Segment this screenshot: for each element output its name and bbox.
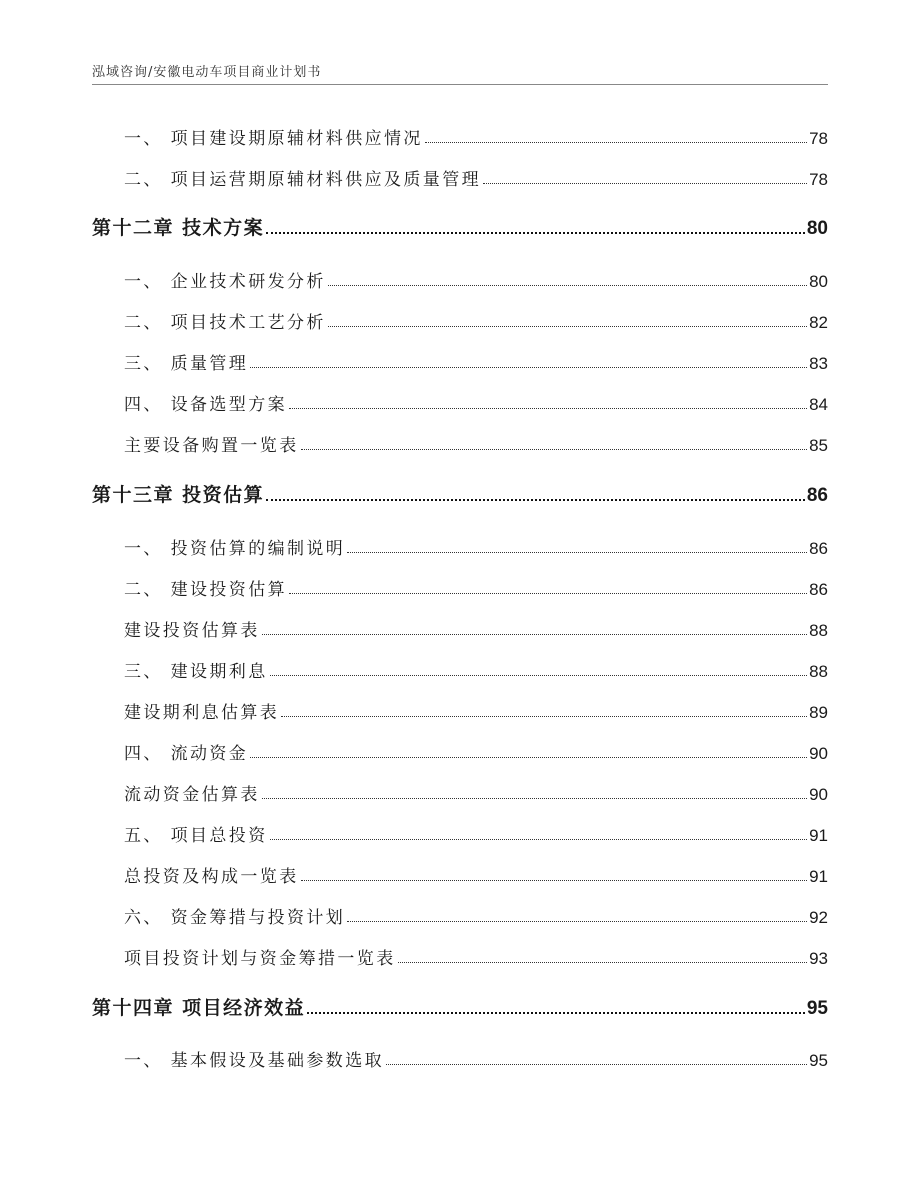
dot-leader bbox=[347, 921, 807, 922]
toc-entry[interactable] bbox=[0, 816, 920, 846]
toc-chapter-title: 第十四章 项目经济效益 bbox=[92, 997, 306, 1019]
dot-leader bbox=[328, 326, 807, 327]
toc-entry-title: 一、 企业技术研发分析 bbox=[124, 272, 326, 292]
toc-entry-page: 85 bbox=[809, 436, 828, 455]
toc-entry-title: 一、 项目建设期原辅材料供应情况 bbox=[124, 129, 423, 149]
toc-chapter-title: 第十三章 投资估算 bbox=[92, 484, 265, 506]
dot-leader bbox=[281, 716, 807, 717]
toc-entry-page: 88 bbox=[809, 621, 828, 640]
dot-leader bbox=[386, 1064, 807, 1065]
dot-leader bbox=[270, 839, 807, 840]
dot-leader bbox=[301, 449, 807, 450]
dot-leader bbox=[250, 367, 807, 368]
toc-entry-page: 88 bbox=[809, 662, 828, 681]
dot-leader bbox=[250, 757, 807, 758]
toc-entry-title: 项目投资计划与资金筹措一览表 bbox=[124, 949, 396, 969]
toc-entry[interactable] bbox=[0, 939, 920, 969]
toc-entry-title: 三、 建设期利息 bbox=[124, 662, 268, 682]
dot-leader bbox=[266, 232, 805, 234]
toc-entry-page: 90 bbox=[809, 744, 828, 763]
toc-entry-title: 四、 设备选型方案 bbox=[124, 395, 288, 415]
dot-leader bbox=[301, 880, 807, 881]
toc-chapter-page: 95 bbox=[806, 998, 828, 1019]
toc-chapter-title: 第十二章 技术方案 bbox=[92, 217, 265, 239]
toc-entry[interactable] bbox=[0, 262, 920, 292]
toc-entry-title: 总投资及构成一览表 bbox=[124, 867, 299, 887]
toc-entry-page: 80 bbox=[809, 272, 828, 291]
toc-entry-page: 84 bbox=[809, 395, 828, 414]
toc-entry-title: 三、 质量管理 bbox=[124, 354, 249, 374]
toc-entry[interactable] bbox=[0, 734, 920, 764]
toc-entry[interactable] bbox=[0, 426, 920, 456]
toc-entry[interactable] bbox=[0, 693, 920, 723]
dot-leader bbox=[262, 634, 807, 635]
toc-entry[interactable] bbox=[0, 857, 920, 887]
dot-leader bbox=[262, 798, 807, 799]
toc-entry-title: 主要设备购置一览表 bbox=[124, 436, 299, 456]
toc-entry-page: 93 bbox=[809, 949, 828, 968]
header-rule bbox=[92, 84, 828, 85]
toc-entry-title: 五、 项目总投资 bbox=[124, 826, 268, 846]
toc-entry-page: 91 bbox=[809, 826, 828, 845]
toc-entry[interactable] bbox=[0, 119, 920, 149]
toc-entry-page: 91 bbox=[809, 867, 828, 886]
toc-entry[interactable] bbox=[0, 1041, 920, 1071]
toc-entry[interactable] bbox=[0, 344, 920, 374]
toc-entry-title: 流动资金估算表 bbox=[124, 785, 260, 805]
toc-entry-page: 78 bbox=[809, 129, 828, 148]
toc-entry-page: 86 bbox=[809, 539, 828, 558]
dot-leader bbox=[483, 183, 807, 184]
toc-chapter-page: 80 bbox=[806, 218, 828, 239]
toc-entry[interactable] bbox=[0, 570, 920, 600]
toc-entry[interactable] bbox=[0, 898, 920, 928]
toc-entry-page: 92 bbox=[809, 908, 828, 927]
toc-entry-title: 建设期利息估算表 bbox=[124, 703, 280, 723]
toc-entry[interactable] bbox=[0, 303, 920, 333]
toc-entry-title: 建设投资估算表 bbox=[124, 621, 260, 641]
toc-entry[interactable] bbox=[0, 529, 920, 559]
toc-entry-page: 89 bbox=[809, 703, 828, 722]
toc-entry[interactable] bbox=[0, 775, 920, 805]
toc-entry-title: 四、 流动资金 bbox=[124, 744, 249, 764]
running-header: 泓域咨询/安徽电动车项目商业计划书 bbox=[92, 65, 322, 80]
toc-entry-page: 83 bbox=[809, 354, 828, 373]
toc-entry[interactable] bbox=[0, 652, 920, 682]
toc-entry-title: 六、 资金筹措与投资计划 bbox=[124, 908, 346, 928]
toc-chapter-page: 86 bbox=[806, 485, 828, 506]
toc-entry-page: 90 bbox=[809, 785, 828, 804]
toc-entry-page: 86 bbox=[809, 580, 828, 599]
toc-entry[interactable] bbox=[0, 611, 920, 641]
toc-entry[interactable] bbox=[0, 160, 920, 190]
toc-chapter[interactable] bbox=[0, 210, 920, 240]
toc-entry-title: 一、 投资估算的编制说明 bbox=[124, 539, 346, 559]
toc-entry-page: 95 bbox=[809, 1051, 828, 1070]
dot-leader bbox=[425, 142, 807, 143]
dot-leader bbox=[270, 675, 807, 676]
dot-leader bbox=[289, 593, 807, 594]
toc-entry[interactable] bbox=[0, 385, 920, 415]
toc-entry-title: 二、 项目运营期原辅材料供应及质量管理 bbox=[124, 170, 482, 190]
dot-leader bbox=[328, 285, 807, 286]
toc-entry-title: 一、 基本假设及基础参数选取 bbox=[124, 1051, 385, 1071]
toc-entry-title: 二、 项目技术工艺分析 bbox=[124, 313, 326, 333]
dot-leader bbox=[266, 499, 805, 501]
toc-entry-title: 二、 建设投资估算 bbox=[124, 580, 288, 600]
dot-leader bbox=[307, 1012, 805, 1014]
toc-chapter[interactable] bbox=[0, 990, 920, 1020]
dot-leader bbox=[289, 408, 807, 409]
toc-entry-page: 78 bbox=[809, 170, 828, 189]
dot-leader bbox=[398, 962, 807, 963]
dot-leader bbox=[347, 552, 807, 553]
toc-entry-page: 82 bbox=[809, 313, 828, 332]
toc-chapter[interactable] bbox=[0, 477, 920, 507]
